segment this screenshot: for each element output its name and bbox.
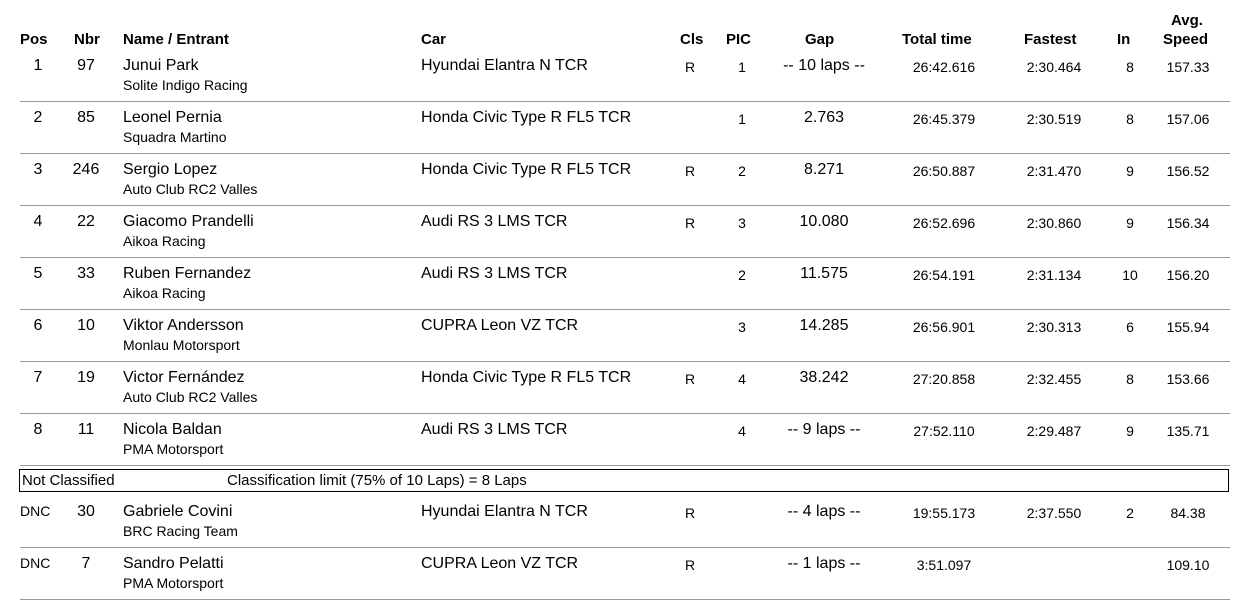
cell-entrant: Aikoa Racing <box>123 233 206 249</box>
cell-total: 26:45.379 <box>912 111 976 127</box>
cell-car: Audi RS 3 LMS TCR <box>421 213 568 230</box>
cell-name: Sergio Lopez <box>123 161 218 178</box>
cell-pos: 5 <box>33 265 43 282</box>
cell-car: Honda Civic Type R FL5 TCR <box>421 109 632 126</box>
cell-car: Hyundai Elantra N TCR <box>421 503 588 520</box>
cell-pic: 3 <box>738 319 746 335</box>
cell-cls: R <box>684 557 696 573</box>
cell-cls: R <box>684 371 696 387</box>
cell-pic: 4 <box>738 371 746 387</box>
table-row <box>0 367 1250 419</box>
row-divider <box>20 413 1230 414</box>
header-name: Name / Entrant <box>123 31 229 48</box>
cell-nbr: 246 <box>72 161 100 178</box>
row-divider <box>20 465 1230 466</box>
cell-speed: 84.38 <box>1170 505 1206 521</box>
cell-pic: 4 <box>738 423 746 439</box>
cell-gap: 14.285 <box>799 317 849 334</box>
cell-gap: 11.575 <box>800 265 848 282</box>
header-pos: Pos <box>20 31 48 48</box>
cell-pos: 7 <box>33 369 43 386</box>
cell-total: 26:50.887 <box>912 163 976 179</box>
cell-total: 26:52.696 <box>912 215 976 231</box>
cell-pic: 2 <box>738 267 746 283</box>
cell-nbr: 7 <box>81 555 91 572</box>
cell-name: Ruben Fernandez <box>123 265 252 282</box>
cell-fastest: 2:37.550 <box>1026 505 1082 521</box>
cell-pic: 1 <box>738 111 746 127</box>
cell-car: Audi RS 3 LMS TCR <box>421 265 568 282</box>
cell-fastest: 2:30.519 <box>1026 111 1082 127</box>
cell-pos: 1 <box>33 57 43 74</box>
cell-speed: 157.06 <box>1166 111 1210 127</box>
cell-name: Nicola Baldan <box>123 421 222 438</box>
row-divider <box>20 153 1230 154</box>
cell-fastest: 2:30.464 <box>1026 59 1082 75</box>
cell-total: 27:20.858 <box>912 371 976 387</box>
cell-speed: 109.10 <box>1166 557 1210 573</box>
cell-total: 3:51.097 <box>916 557 972 573</box>
table-row <box>0 553 1250 605</box>
cell-cls: R <box>684 215 696 231</box>
cell-cls: R <box>684 59 696 75</box>
cell-pos: 2 <box>33 109 43 126</box>
cell-in: 9 <box>1126 423 1134 439</box>
cell-speed: 156.34 <box>1166 215 1210 231</box>
cell-fastest: 2:30.860 <box>1026 215 1082 231</box>
cell-name: Gabriele Covini <box>123 503 233 520</box>
cell-speed: 156.52 <box>1166 163 1210 179</box>
cell-nbr: 33 <box>77 265 95 282</box>
cell-entrant: Aikoa Racing <box>123 285 206 301</box>
cell-gap: 2.763 <box>803 109 845 126</box>
not-classified-banner <box>19 469 1229 492</box>
header-avg: Avg. <box>1171 12 1203 29</box>
row-divider <box>20 101 1230 102</box>
row-divider <box>20 599 1230 600</box>
cell-fastest: 2:32.455 <box>1026 371 1082 387</box>
header-speed: Speed <box>1163 31 1209 48</box>
row-divider <box>20 361 1230 362</box>
cell-car: Honda Civic Type R FL5 TCR <box>421 161 632 178</box>
cell-total: 27:52.110 <box>913 423 975 439</box>
cell-entrant: Monlau Motorsport <box>123 337 240 353</box>
table-row <box>0 419 1250 471</box>
cell-name: Sandro Pelatti <box>123 555 224 572</box>
cell-entrant: Auto Club RC2 Valles <box>123 389 258 405</box>
cell-speed: 157.33 <box>1166 59 1210 75</box>
cell-pos: DNC <box>20 555 51 571</box>
cell-name: Giacomo Prandelli <box>123 213 254 230</box>
cell-nbr: 97 <box>77 57 95 74</box>
not-classified-label: Not Classified <box>22 472 115 489</box>
cell-in: 2 <box>1126 505 1134 521</box>
cell-gap: 8.271 <box>803 161 845 178</box>
cell-gap: -- 4 laps -- <box>787 503 861 520</box>
table-row <box>0 263 1250 315</box>
cell-gap: 10.080 <box>799 213 849 230</box>
table-row <box>0 159 1250 211</box>
cell-gap: 38.242 <box>799 369 849 386</box>
cell-pos: 6 <box>33 317 43 334</box>
cell-nbr: 30 <box>77 503 95 520</box>
header-nbr: Nbr <box>74 31 100 48</box>
cell-in: 8 <box>1126 111 1134 127</box>
table-row <box>0 315 1250 367</box>
cell-pos: 4 <box>33 213 43 230</box>
cell-in: 6 <box>1126 319 1134 335</box>
header-pic: PIC <box>726 31 752 48</box>
cell-in: 9 <box>1126 163 1134 179</box>
cell-speed: 153.66 <box>1166 371 1210 387</box>
cell-car: CUPRA Leon VZ TCR <box>421 555 579 572</box>
row-divider <box>20 309 1230 310</box>
cell-speed: 156.20 <box>1166 267 1210 283</box>
header-cls: Cls <box>680 31 704 48</box>
cell-entrant: Squadra Martino <box>123 129 227 145</box>
cell-name: Viktor Andersson <box>123 317 244 334</box>
cell-nbr: 11 <box>77 421 95 438</box>
cell-total: 26:56.901 <box>912 319 976 335</box>
cell-in: 8 <box>1126 59 1134 75</box>
header-car: Car <box>421 31 447 48</box>
cell-speed: 155.94 <box>1166 319 1210 335</box>
row-divider <box>20 257 1230 258</box>
cell-car: CUPRA Leon VZ TCR <box>421 317 579 334</box>
cell-nbr: 19 <box>77 369 95 386</box>
cell-entrant: Solite Indigo Racing <box>123 77 248 93</box>
row-divider <box>20 547 1230 548</box>
cell-pos: DNC <box>20 503 51 519</box>
cell-fastest: 2:31.134 <box>1026 267 1082 283</box>
cell-in: 10 <box>1122 267 1138 283</box>
cell-name: Junui Park <box>123 57 199 74</box>
header-fastest: Fastest <box>1024 31 1077 48</box>
cell-total: 26:54.191 <box>912 267 976 283</box>
cell-fastest: 2:29.487 <box>1026 423 1082 439</box>
cell-cls: R <box>684 163 696 179</box>
cell-pos: 8 <box>33 421 43 438</box>
results-table-header <box>0 0 1250 52</box>
cell-cls: R <box>684 505 696 521</box>
header-gap: Gap <box>805 31 835 48</box>
cell-speed: 135.71 <box>1166 423 1210 439</box>
cell-nbr: 10 <box>77 317 95 334</box>
cell-pos: 3 <box>33 161 43 178</box>
classification-limit: Classification limit (75% of 10 Laps) = 8 Laps <box>227 472 527 489</box>
header-total-time: Total time <box>902 31 972 48</box>
cell-entrant: Auto Club RC2 Valles <box>123 181 258 197</box>
cell-in: 8 <box>1126 371 1134 387</box>
header-in: In <box>1117 31 1131 48</box>
table-row <box>0 55 1250 107</box>
cell-fastest: 2:30.313 <box>1026 319 1082 335</box>
cell-entrant: BRC Racing Team <box>123 523 238 539</box>
table-row <box>0 211 1250 263</box>
cell-gap: -- 10 laps -- <box>783 57 865 74</box>
cell-car: Honda Civic Type R FL5 TCR <box>421 369 632 386</box>
cell-pic: 2 <box>738 163 746 179</box>
cell-name: Leonel Pernia <box>123 109 222 126</box>
cell-car: Hyundai Elantra N TCR <box>421 57 588 74</box>
cell-car: Audi RS 3 LMS TCR <box>421 421 568 438</box>
cell-total: 26:42.616 <box>912 59 976 75</box>
cell-fastest: 2:31.470 <box>1026 163 1082 179</box>
cell-gap: -- 1 laps -- <box>787 555 861 572</box>
row-divider <box>20 205 1230 206</box>
cell-pic: 3 <box>738 215 746 231</box>
table-row <box>0 107 1250 159</box>
cell-gap: -- 9 laps -- <box>787 421 861 438</box>
cell-total: 19:55.173 <box>912 505 976 521</box>
cell-pic: 1 <box>738 59 746 75</box>
cell-entrant: PMA Motorsport <box>123 575 224 591</box>
cell-nbr: 85 <box>77 109 95 126</box>
table-row <box>0 501 1250 553</box>
cell-name: Victor Fernández <box>123 369 245 386</box>
cell-in: 9 <box>1126 215 1134 231</box>
cell-nbr: 22 <box>77 213 95 230</box>
cell-entrant: PMA Motorsport <box>123 441 224 457</box>
